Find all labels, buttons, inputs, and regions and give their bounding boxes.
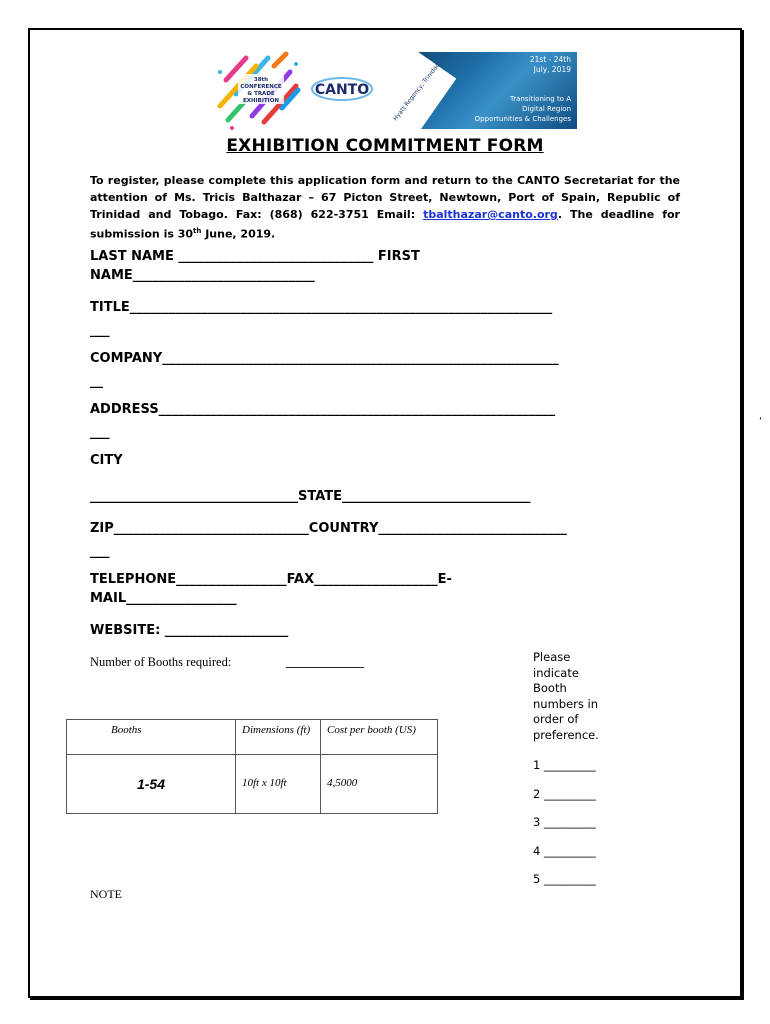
banner-tagline-line: Transitioning to A (510, 95, 571, 103)
table-row (67, 755, 438, 814)
canto-logo (311, 76, 373, 102)
company-field-overflow: __ (90, 374, 103, 389)
title-field[interactable]: TITLE_________________________________________________________________ (90, 300, 553, 315)
table-header-row (67, 720, 438, 755)
city-label: CITY (90, 453, 123, 468)
banner-tagline-line: Digital Region (522, 105, 571, 113)
email-link[interactable]: tbalthazar@canto.org (423, 208, 558, 221)
canto-logo-text: CANTO (314, 82, 370, 98)
booth-table (66, 719, 438, 814)
intro-text: June, 2019. (201, 227, 276, 241)
banner-date-line: July, 2019 (533, 65, 571, 74)
zip-country-overflow: ___ (90, 544, 110, 559)
page-edge-mark (740, 175, 744, 997)
preference-line-3[interactable]: 3 _________ (533, 815, 596, 829)
first-name-field[interactable]: NAME____________________________ (90, 268, 315, 283)
table-header-dimensions: Dimensions (ft) (236, 720, 321, 755)
banner-tagline-line: Opportunities & Challenges (474, 115, 571, 123)
conf-logo-line-1: 38th (253, 77, 269, 83)
banner-venue-text: Hyatt Regency, Trinidad (392, 61, 442, 123)
preference-instruction: Please indicate Booth numbers in order of preference. (533, 650, 599, 742)
booths-required-input[interactable]: _____________ (286, 654, 364, 668)
banner-dates (530, 55, 571, 75)
banner-date-line: 21st - 24th (529, 55, 571, 64)
preference-line-5[interactable]: 5 _________ (533, 872, 596, 886)
address-field-overflow: ___ (90, 425, 110, 440)
form-title: EXHIBITION COMMITMENT FORM (226, 136, 544, 156)
note-label: NOTE (90, 887, 122, 901)
table-header-booths: Booths (67, 720, 236, 755)
last-name-field[interactable]: LAST NAME ______________________________ FIRST (90, 249, 420, 264)
title-field-overflow: ___ (90, 323, 110, 338)
preference-line-4[interactable]: 4 _________ (533, 844, 596, 858)
city-state-field[interactable]: ________________________________STATE_____________________________ (90, 489, 531, 504)
website-field[interactable]: WEBSITE: ___________________ (90, 623, 289, 638)
conf-logo-line-4: EXHIBITION (243, 98, 279, 104)
table-cell-dimensions: 10ft x 10ft (236, 755, 321, 814)
conference-banner (380, 52, 577, 129)
conf-logo-line-3: & TRADE (247, 91, 275, 97)
preference-line-2[interactable]: 2 _________ (533, 787, 596, 801)
table-cell-booths: 1-54 (67, 755, 236, 814)
email-field[interactable]: MAIL_________________ (90, 591, 237, 606)
table-cell-cost: 4,5000 (321, 755, 438, 814)
company-field[interactable]: COMPANY_____________________________________________________________ (90, 351, 559, 366)
intro-text: . The deadline for submission is 30 (90, 208, 680, 241)
banner-tagline (475, 94, 571, 124)
zip-country-field[interactable]: ZIP______________________________COUNTRY_____________________________ (90, 521, 567, 536)
intro-text: To register, please complete this application form and return to the CANTO Secretariat for the attention of Ms. Tricis Balthazar – 67 Picton Street, Newtown, Port of Spain, Republic of Trinidad and Tobago. Fax: (868) 622-3751 Email: (90, 174, 680, 221)
table-header-cost: Cost per booth (US) (321, 720, 438, 755)
preference-line-1[interactable]: 1 _________ (533, 758, 596, 772)
stray-mark: ‘ (759, 416, 763, 427)
booths-required-label: Number of Booths required: (90, 655, 232, 669)
intro-paragraph (90, 172, 680, 243)
page-edge-mark (740, 30, 744, 92)
address-field[interactable]: ADDRESS_____________________________________________________________ (90, 402, 556, 417)
intro-superscript: th (193, 227, 202, 235)
telephone-fax-field[interactable]: TELEPHONE_________________FAX___________________E- (90, 572, 452, 587)
conference-logo (212, 50, 304, 130)
conf-logo-line-2: CONFERENCE (240, 84, 282, 90)
